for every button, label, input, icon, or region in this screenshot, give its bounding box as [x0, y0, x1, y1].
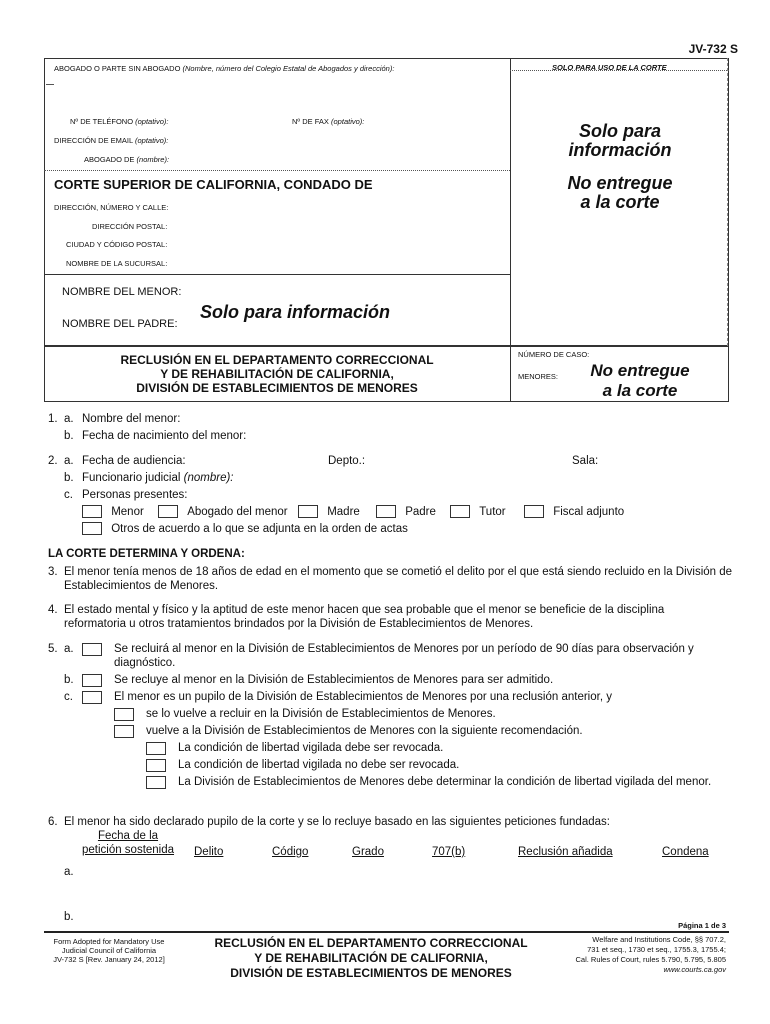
- code-citation: Welfare and Institutions Code, §§ 707.2, 731 et seq., 1730 et seq., 1755.3, 1755.4; Cal. Rules of Court, rules 5.790, 5.795, 5.805 www.courts.ca.gov: [575, 935, 726, 974]
- item-1b-text: Fecha de nacimiento del menor:: [82, 430, 247, 442]
- mailing-label: DIRECCIÓN POSTAL:: [92, 222, 168, 231]
- courts-link[interactable]: www.courts.ca.gov: [663, 965, 726, 974]
- present-others: [82, 522, 408, 536]
- item-2b-text: Funcionario judicial (nombre):: [82, 472, 234, 484]
- item-1-number: 1.: [48, 413, 58, 425]
- item-5b-letter: b.: [64, 674, 74, 686]
- present-minor-checkbox[interactable]: [82, 505, 102, 518]
- column-degree: Grado: [352, 846, 384, 858]
- attorney-section-rule: [44, 170, 510, 171]
- column-petition-date: Fecha de la petición sostenida: [81, 830, 175, 856]
- present-attorney-checkbox[interactable]: [158, 505, 178, 518]
- item-5c2a-checkbox[interactable]: [146, 742, 166, 755]
- minors-label: MENORES:: [518, 372, 559, 381]
- attorney-label: ABOGADO O PARTE SIN ABOGADO (Nombre, número del Colegio Estatal de Abogados y dirección):: [54, 64, 395, 73]
- footer-title: RECLUSIÓN EN EL DEPARTAMENTO CORRECCIONAL Y DE REHABILITACIÓN DE CALIFORNIA, DIVISIÓN DE ESTABLECIMIENTOS DE MENORES: [214, 936, 528, 980]
- item-5c2b-text: La condición de libertad vigilada no debe ser revocada.: [178, 759, 460, 771]
- item-5c-checkbox[interactable]: [82, 691, 102, 704]
- item-5a-text: Se recluirá al menor en la División de Establecimientos de Menores por un período de 90 días para observación y diagnóstico.: [114, 643, 694, 669]
- item-1b-letter: b.: [64, 430, 74, 442]
- present-da-label: Fiscal adjunto: [553, 506, 625, 518]
- adopted-notice: Form Adopted for Mandatory Use Judicial Council of California JV-732 S [Rev. January 24, 2012]: [53, 937, 165, 964]
- court-title: CORTE SUPERIOR DE CALIFORNIA, CONDADO DE: [54, 177, 373, 192]
- present-tutor-checkbox[interactable]: [450, 505, 470, 518]
- present-mother-label: Madre: [327, 506, 360, 518]
- item-5c2c-text: La División de Establecimientos de Menores debe determinar la condición de libertad vigilada del menor.: [178, 776, 712, 788]
- item-2a-text: Fecha de audiencia:: [82, 455, 186, 467]
- item-5c1-checkbox[interactable]: [114, 708, 134, 721]
- present-minor-label: Menor: [111, 506, 144, 518]
- present-tutor-label: Tutor: [479, 506, 506, 518]
- present-father-label: Padre: [405, 506, 436, 518]
- watermark-right: Solo para información No entregue a la corte: [567, 121, 673, 212]
- item-5c2a-text: La condición de libertad vigilada debe ser revocada.: [178, 742, 444, 754]
- present-row: [82, 505, 144, 519]
- row-b-label: b.: [64, 911, 74, 923]
- fax-label: Nº DE FAX (optativo):: [292, 117, 365, 126]
- item-2a-letter: a.: [64, 455, 74, 467]
- present-father-checkbox[interactable]: [376, 505, 396, 518]
- item-2-dept: Depto.:: [328, 455, 366, 467]
- present-da-checkbox[interactable]: [524, 505, 544, 518]
- present-mother: [298, 505, 360, 519]
- present-others-label: Otros de acuerdo a lo que se adjunta en la orden de actas: [111, 523, 408, 535]
- present-mother-checkbox[interactable]: [298, 505, 318, 518]
- branch-label: NOMBRE DE LA SUCURSAL:: [66, 259, 168, 268]
- present-attorney: [158, 505, 288, 519]
- present-da: [524, 505, 624, 519]
- footer-rule: [44, 931, 729, 933]
- city-label: CIUDAD Y CÓDIGO POSTAL:: [66, 240, 168, 249]
- column-707b: 707(b): [432, 846, 466, 858]
- form-code: JV-732 S: [688, 42, 738, 56]
- minor-name-label: NOMBRE DEL MENOR:: [62, 286, 182, 298]
- item-5c-letter: c.: [64, 691, 73, 703]
- item-5c2-text: vuelve a la División de Establecimientos de Menores con la siguiente recomendación.: [146, 725, 583, 737]
- item-6-number: 6.: [48, 816, 58, 828]
- item-1a-letter: a.: [64, 413, 74, 425]
- item-2c-letter: c.: [64, 489, 73, 501]
- court-section-rule: [44, 274, 510, 275]
- parent-name-label: NOMBRE DEL PADRE:: [62, 318, 178, 330]
- item-1a-text: Nombre del menor:: [82, 413, 181, 425]
- item-2b-letter: b.: [64, 472, 74, 484]
- item-5b-checkbox[interactable]: [82, 674, 102, 687]
- column-added-commitment: Reclusión añadida: [518, 846, 613, 858]
- present-father: [376, 505, 436, 519]
- present-tutor: [450, 505, 506, 519]
- column-code: Código: [272, 846, 309, 858]
- present-others-checkbox[interactable]: [82, 522, 102, 535]
- row-a-label: a.: [64, 866, 74, 878]
- item-5a-checkbox[interactable]: [82, 643, 102, 656]
- case-number-label: NÚMERO DE CASO:: [518, 350, 590, 359]
- item-5a-letter: a.: [64, 643, 74, 655]
- item-5-number: 5.: [48, 643, 58, 655]
- title-divider: [510, 346, 511, 402]
- item-2c-text: Personas presentes:: [82, 489, 188, 501]
- street-label: DIRECCIÓN, NÚMERO Y CALLE:: [54, 203, 169, 212]
- item-2-number: 2.: [48, 455, 58, 467]
- item-6-text: El menor ha sido declarado pupilo de la corte y se lo recluye basado en las siguientes peticiones fundadas:: [64, 816, 610, 828]
- item-4-number: 4.: [48, 604, 58, 616]
- watermark-center: Solo para información: [200, 302, 391, 322]
- item-3-number: 3.: [48, 566, 58, 578]
- email-label: DIRECCIÓN DE EMAIL (optativo):: [54, 136, 169, 145]
- watermark-case: No entregue a la corte: [590, 361, 690, 400]
- page-number: Página 1 de 3: [678, 921, 726, 930]
- item-5c2c-checkbox[interactable]: [146, 776, 166, 789]
- item-4-text: El estado mental y físico y la aptitud de este menor hacen que sea probable que el menor se beneficie de la disciplina reformatoria u otros tratamientos brindados por la División de Establecimientos de Menores.: [64, 604, 665, 630]
- item-5c1-text: se lo vuelve a recluir en la División de Establecimientos de Menores.: [146, 708, 496, 720]
- court-use-label: SOLO PARA USO DE LA CORTE: [552, 63, 667, 72]
- dash-mark: [46, 84, 54, 85]
- item-5c-text: El menor es un pupilo de la División de Establecimientos de Menores por una reclusión anterior, y: [114, 691, 612, 703]
- court-orders-heading: LA CORTE DETERMINA Y ORDENA:: [48, 548, 245, 560]
- phone-label: Nº DE TELÉFONO (optativo):: [70, 117, 169, 126]
- column-offense: Delito: [194, 846, 224, 858]
- item-5c2-checkbox[interactable]: [114, 725, 134, 738]
- attorney-for-label: ABOGADO DE (nombre):: [84, 155, 170, 164]
- column-sentence: Condena: [662, 846, 709, 858]
- item-5c2b-checkbox[interactable]: [146, 759, 166, 772]
- present-attorney-label: Abogado del menor: [187, 506, 288, 518]
- item-5b-text: Se recluye al menor en la División de Establecimientos de Menores para ser admitido.: [114, 674, 554, 686]
- item-3-text: El menor tenía menos de 18 años de edad en el momento que se cometió el delito por el que está siendo recluido en la División de Establecimientos de Menores.: [64, 566, 733, 592]
- item-2-room: Sala:: [572, 455, 599, 467]
- document-title: RECLUSIÓN EN EL DEPARTAMENTO CORRECCIONAL Y DE REHABILITACIÓN DE CALIFORNIA, DIVISIÓN DE ESTABLECIMIENTOS DE MENORES: [120, 353, 434, 395]
